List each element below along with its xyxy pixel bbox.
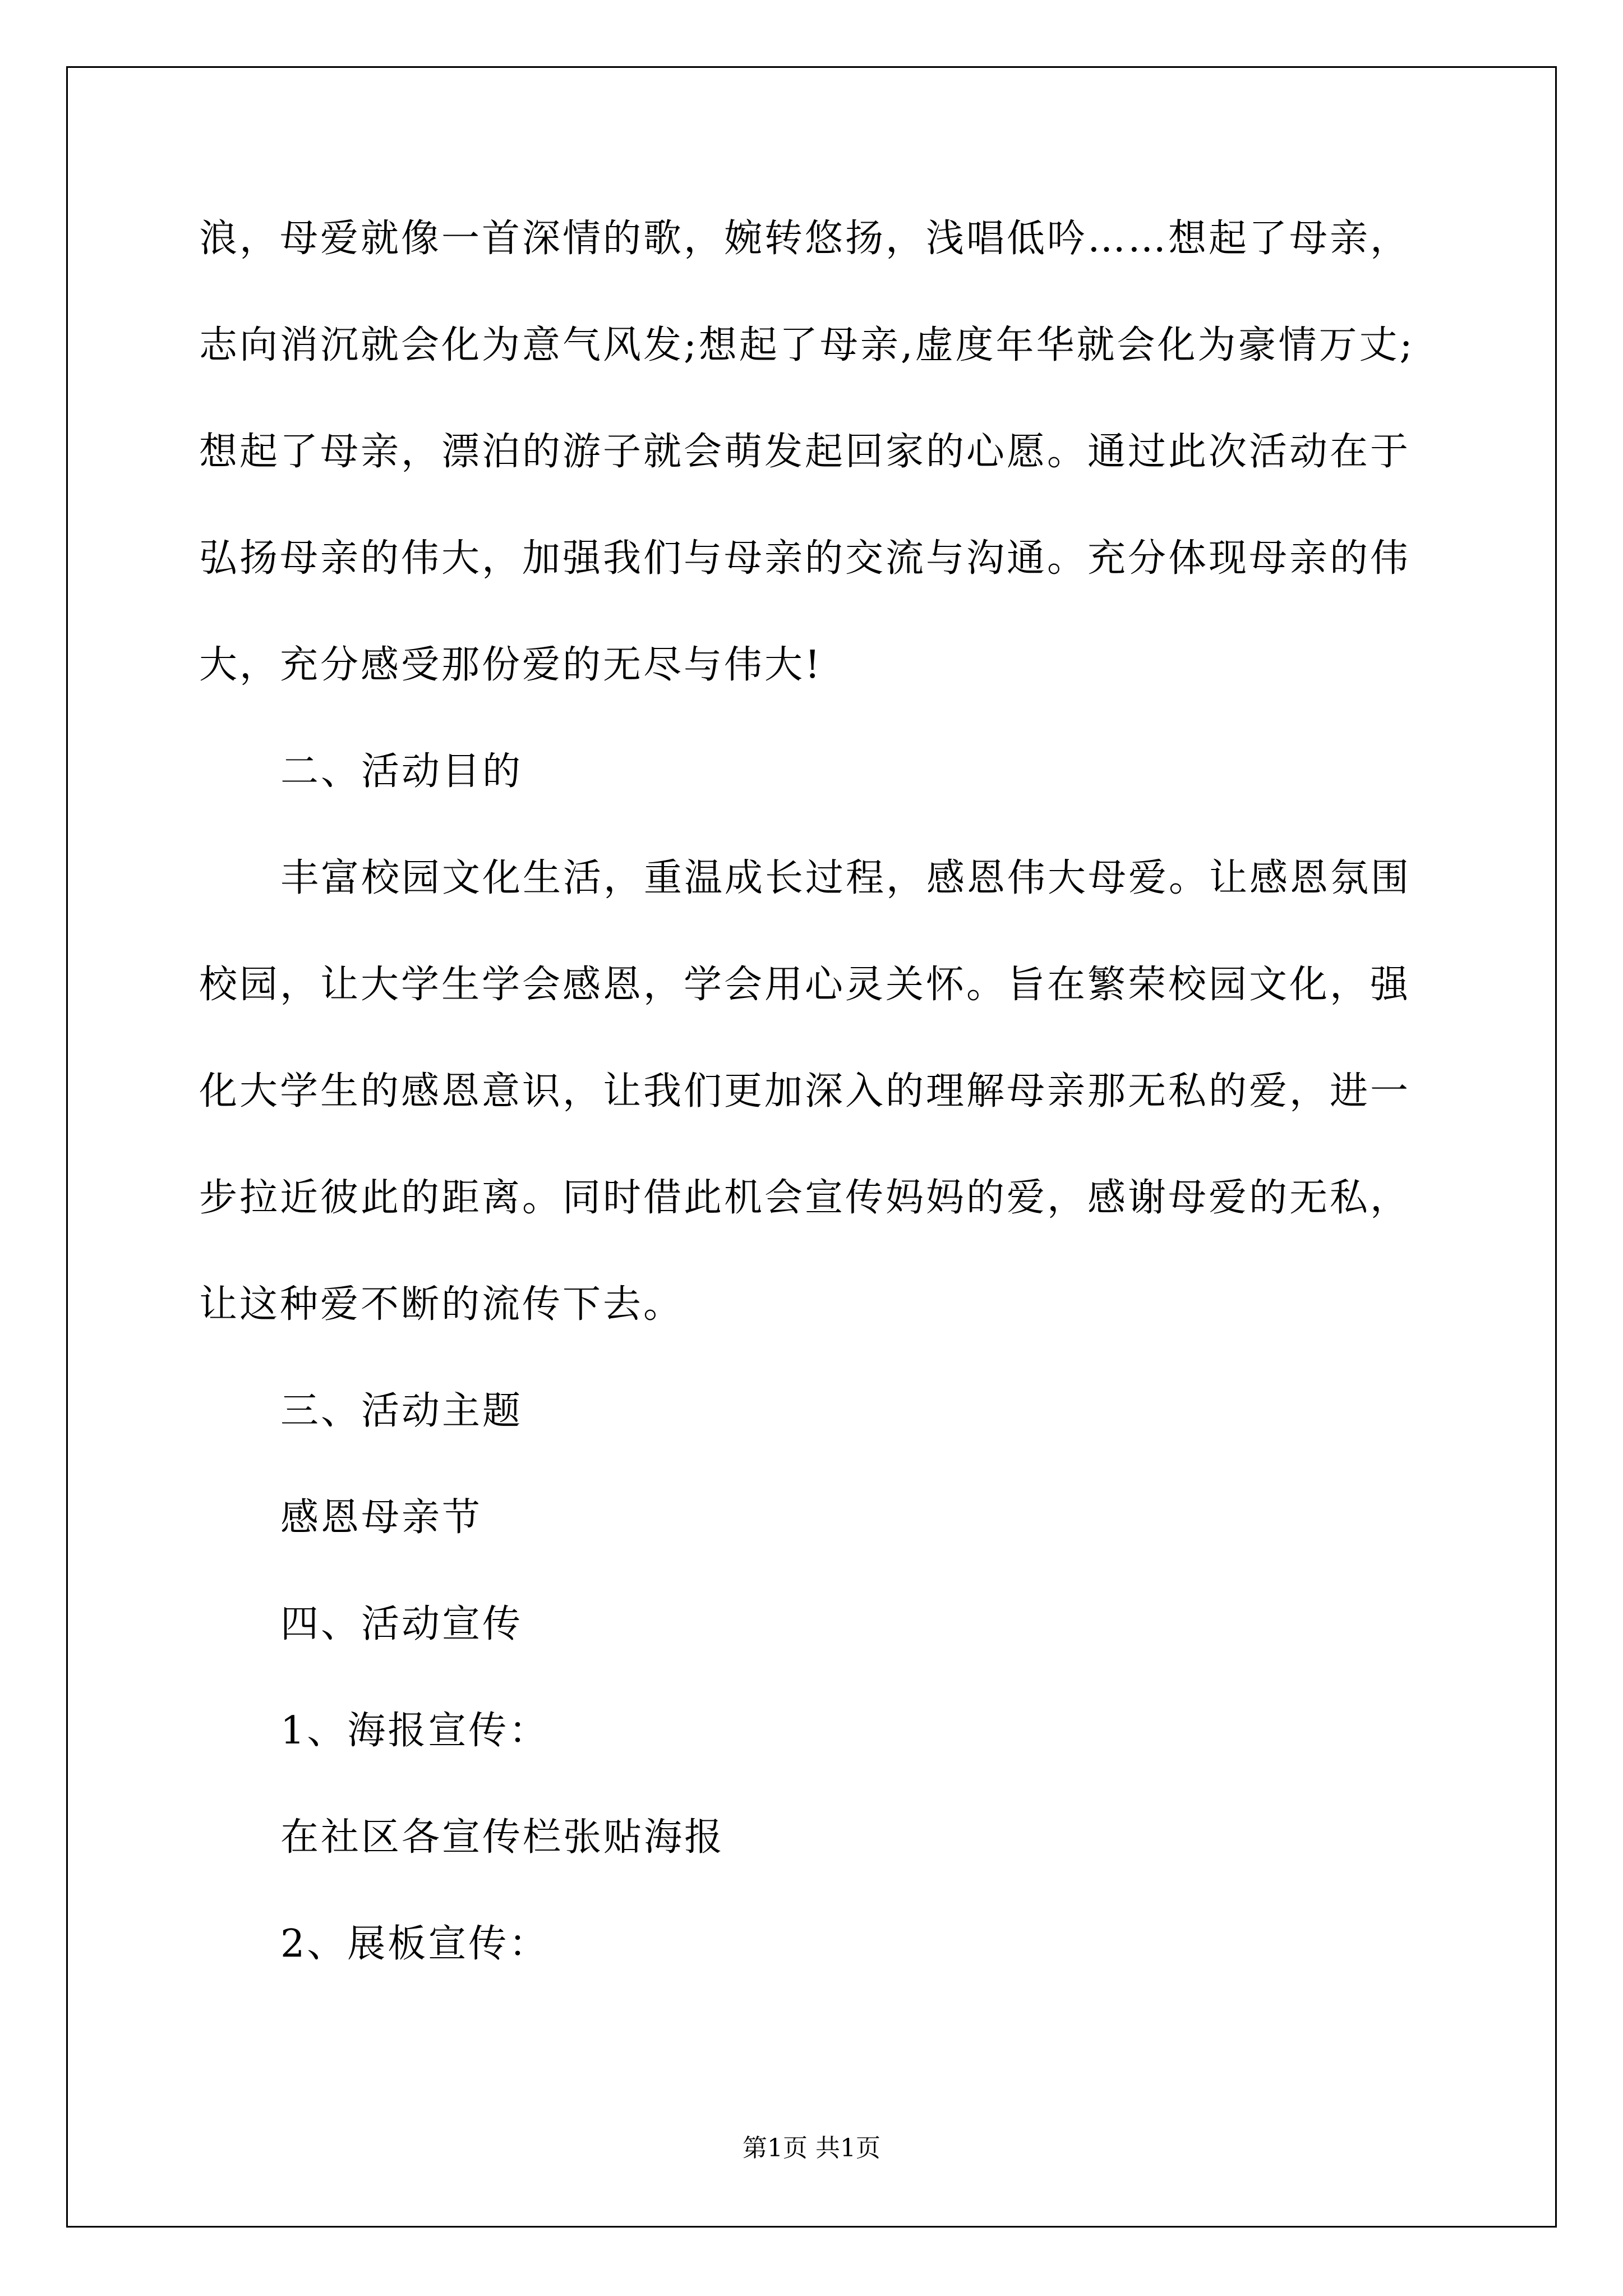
list-item-heading: 1、海报宣传： <box>280 1709 550 1753</box>
paragraph-line: 步拉近彼此的距离。同时借此机会宣传妈妈的爱，感谢母爱的无私， <box>199 1176 1411 1220</box>
paragraph-line: 在社区各宣传栏张贴海报 <box>280 1815 725 1860</box>
page-border <box>66 66 1557 2228</box>
paragraph-line: 想起了母亲，漂泊的游子就会萌发起回家的心愿。通过此次活动在于 <box>199 430 1411 474</box>
list-item-heading: 2、展板宣传： <box>280 1922 550 1966</box>
paragraph-line: 校园，让大学生学会感恩，学会用心灵关怀。旨在繁荣校园文化，强 <box>199 963 1411 1007</box>
paragraph-line: 浪，母爱就像一首深情的歌，婉转悠扬，浅唱低吟……想起了母亲， <box>199 217 1411 261</box>
paragraph-line: 丰富校园文化生活，重温成长过程，感恩伟大母爱。让感恩氛围 <box>280 856 1412 900</box>
paragraph-line: 让这种爱不断的流传下去。 <box>199 1282 684 1327</box>
paragraph-line: 志向消沉就会化为意气风发;想起了母亲,虚度年华就会化为豪情万丈; <box>199 323 1415 367</box>
section-heading: 三、活动主题 <box>280 1389 523 1433</box>
paragraph-line: 大，充分感受那份爱的无尽与伟大! <box>199 643 823 687</box>
paragraph-line: 感恩母亲节 <box>280 1496 483 1540</box>
paragraph-line: 化大学生的感恩意识，让我们更加深入的理解母亲那无私的爱，进一 <box>199 1069 1411 1114</box>
section-heading: 二、活动目的 <box>280 749 523 794</box>
page-number-footer: 第1页 共1页 <box>743 2134 880 2162</box>
section-heading: 四、活动宣传 <box>280 1602 523 1646</box>
paragraph-line: 弘扬母亲的伟大，加强我们与母亲的交流与沟通。充分体现母亲的伟 <box>199 536 1411 581</box>
